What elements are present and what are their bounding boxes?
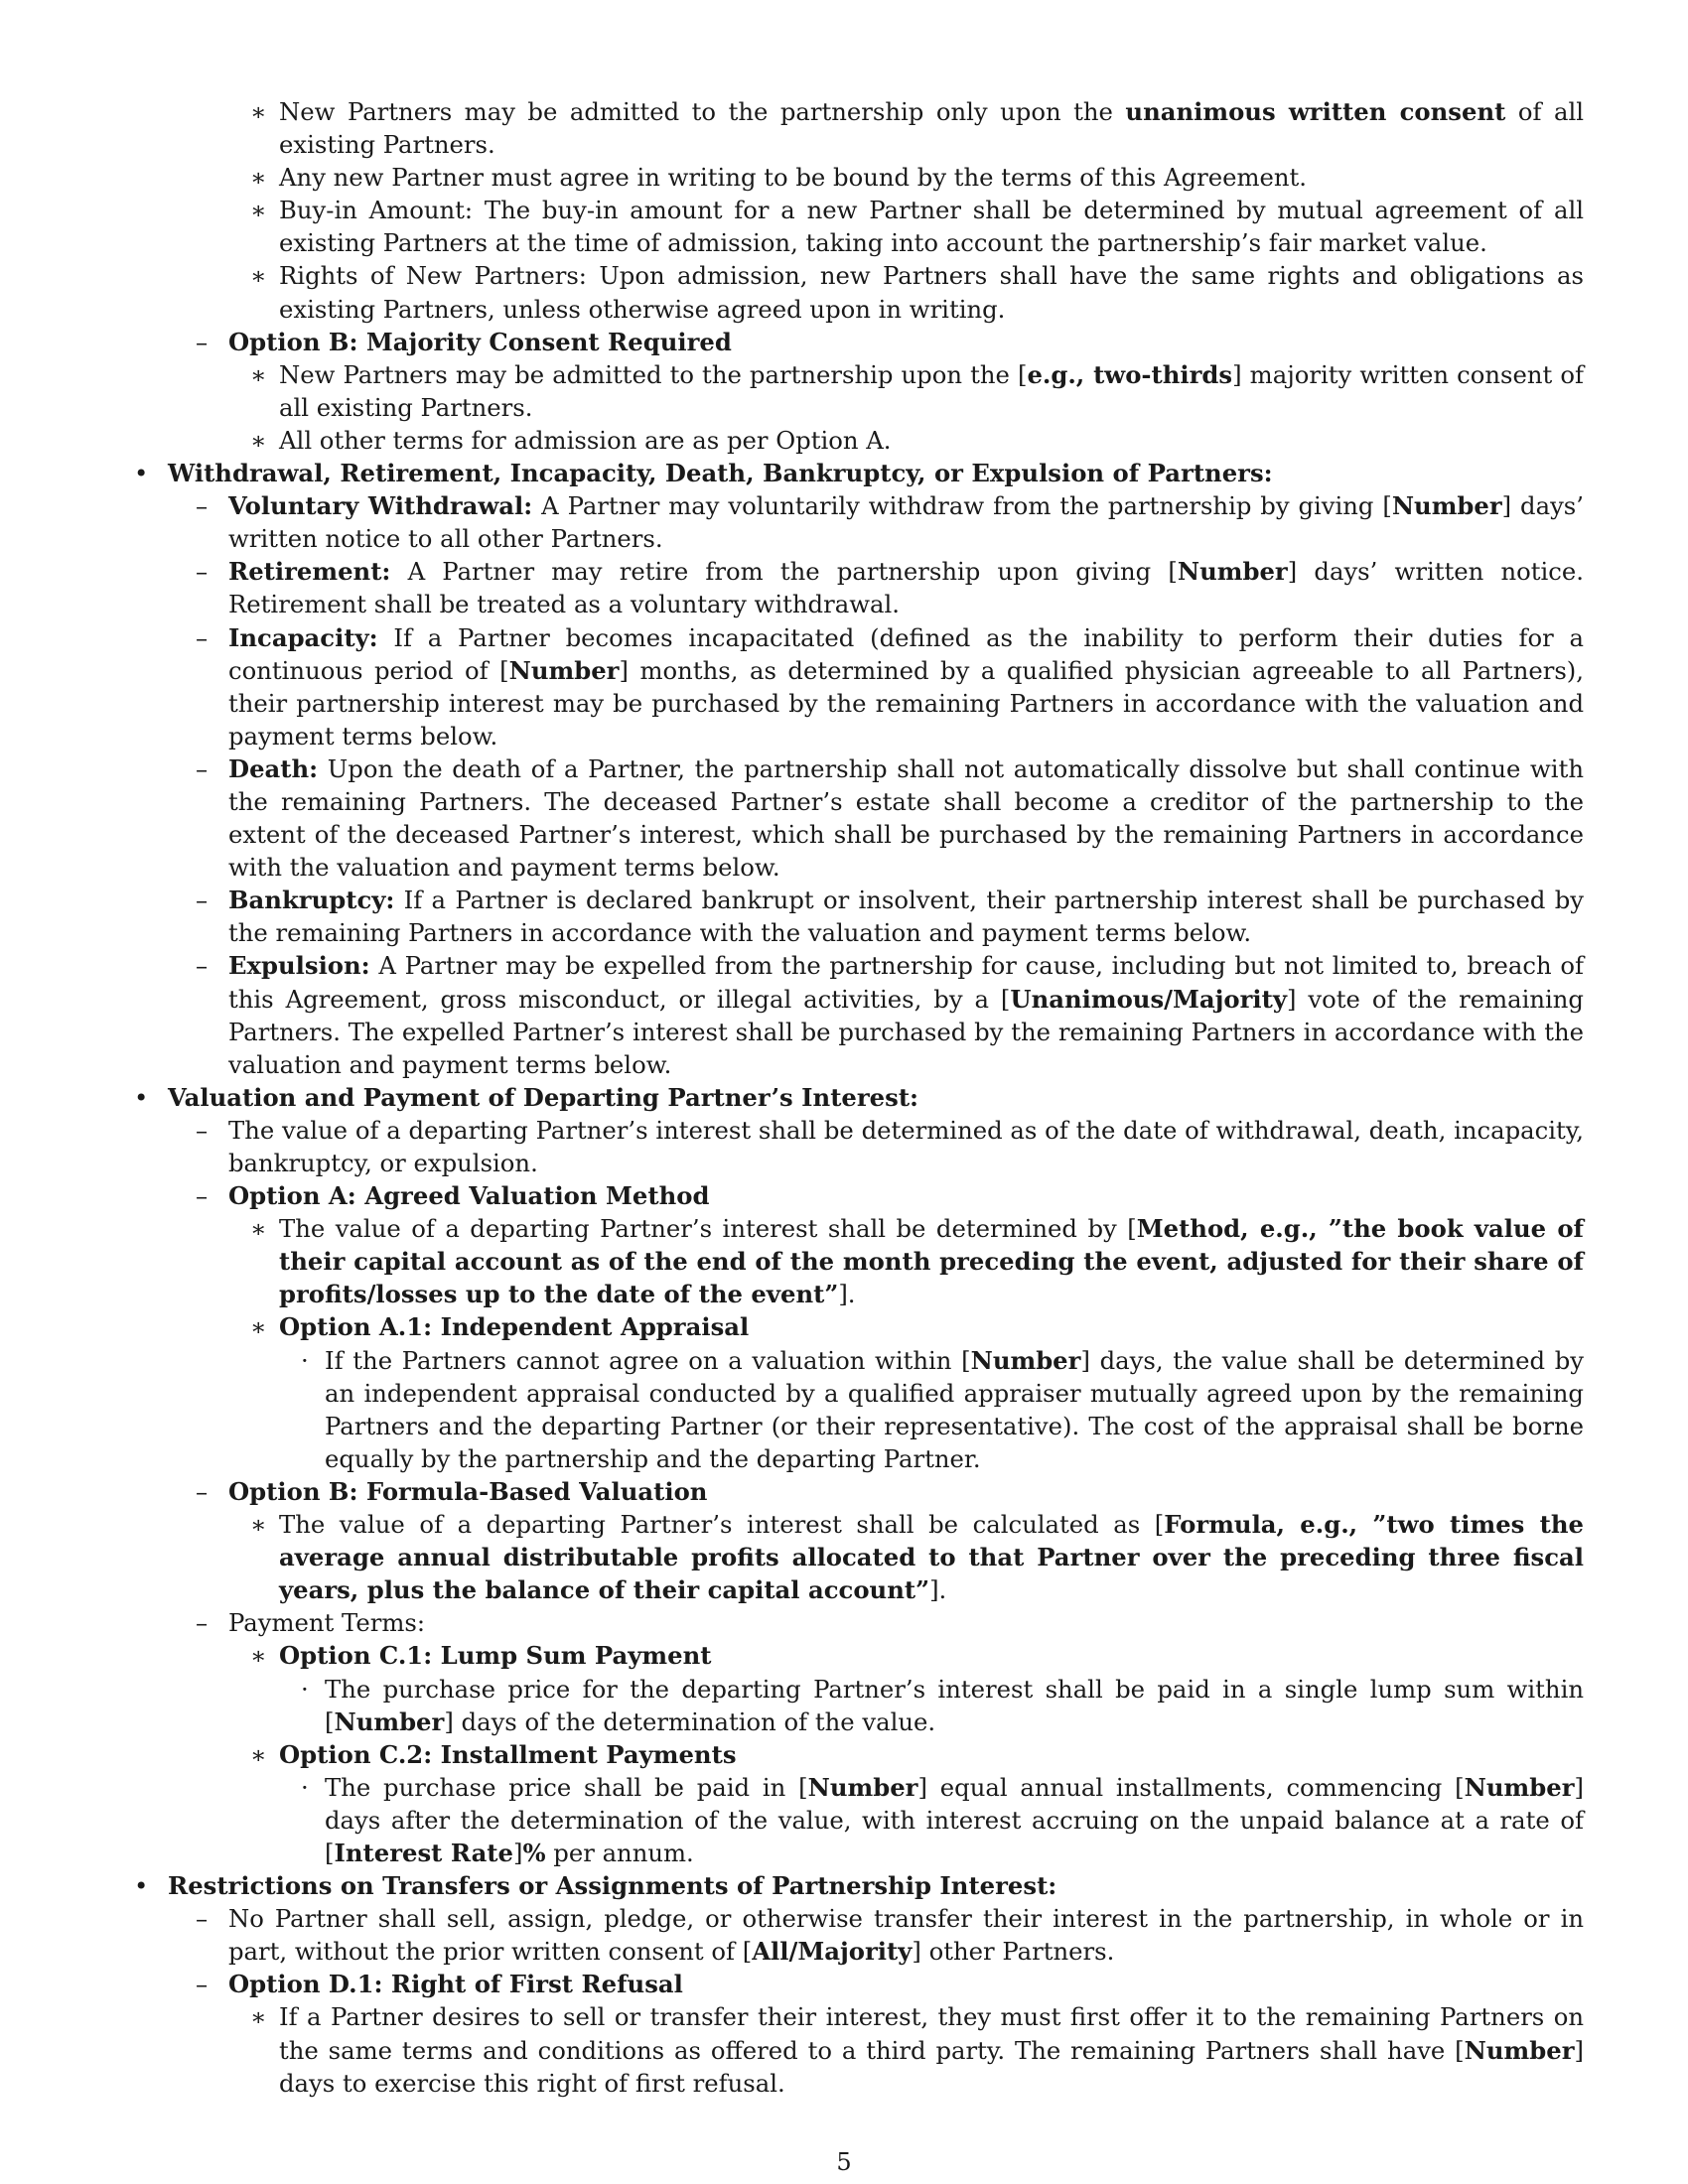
list-item: – Expulsion: A Partner may be expelled from the partnership for cause, including but not limited to, breach of this Agreement, gross misconduct, or illegal activities, by a [Unanimous/Majority] vote of the remaining Partners. The expelled Partner’s interest shall be purchased by the remaining Partners in accordance with the valuation and payment terms below. [196,951,1584,1079]
option-b-formula-heading: – Option B: Formula-Based Valuation [134,1475,1584,1508]
star-marker: ∗ [250,1312,267,1342]
option-a-valuation-heading: – Option A: Agreed Valuation Method [134,1179,1584,1212]
list-item: ∗ The value of a departing Partner’s interest shall be calculated as [Formula, e.g., ”two times the average annual distributable profits allocated to that Partner over the preceding three fiscal years, plus the balance of their capital account”]. [250,1510,1585,1605]
star-marker: ∗ [250,1214,267,1244]
list-item: – No Partner shall sell, assign, pledge, or otherwise transfer their interest in the partnership, in whole or in part, without the prior written consent of [All/Majority] other Partners. [196,1904,1584,1967]
list-item: ∗ Rights of New Partners: Upon admission, new Partners shall have the same rights and obligations as existing Partners, unless otherwise agreed upon in writing. [250,261,1584,324]
list-item: · If the Partners cannot agree on a valuation within [Number] days, the value shall be determined by an independent appraisal conducted by a qualified appraiser mutually agreed upon by the remaining Partners and the departing Partner (or their representative). The cost of the appraisal shall be borne equally by the partnership and the departing Partner. [301,1345,1584,1473]
dash-marker: – [196,1608,209,1638]
dash-marker: – [196,753,209,783]
dash-marker: – [196,491,209,521]
option-c1-heading: ∗ Option C.1: Lump Sum Payment [134,1639,1584,1672]
dash-marker: – [196,886,209,915]
star-marker: ∗ [250,1641,267,1671]
dash-marker: – [196,1904,209,1934]
dash-marker: – [196,1476,209,1506]
list-item: ∗ New Partners may be admitted to the partnership upon the [e.g., two-thirds] majority written consent of all existing Partners. [250,359,1584,422]
list-item: · The purchase price shall be paid in [Number] equal annual installments, commencing [Number] days after the determination of the value, with interest accruing on the unpaid balance at a rate of [Interest Rate]% per annum. [301,1772,1584,1867]
star-marker: ∗ [250,261,267,291]
list-item: ∗ Buy-in Amount: The buy-in amount for a new Partner shall be determined by mutual agreement of all existing Partners at the time of admission, taking into account the partnership’s fair market value. [250,196,1584,258]
dash-marker: – [196,327,209,356]
option-c2-heading: ∗ Option C.2: Installment Payments [134,1738,1584,1771]
star-marker: ∗ [250,163,267,193]
list-item: – Bankruptcy: If a Partner is declared bankrupt or insolvent, their partnership interest shall be purchased by the remaining Partners in accordance with the valuation and payment terms below. [196,886,1584,948]
withdrawal-section-heading: • Withdrawal, Retirement, Incapacity, Death, Bankruptcy, or Expulsion of Partners: [134,457,1584,489]
option-a1-heading: ∗ Option A.1: Independent Appraisal [134,1310,1584,1343]
dot-marker: · [301,1345,309,1375]
star-marker: ∗ [250,425,267,455]
list-item: – Voluntary Withdrawal: A Partner may voluntarily withdraw from the partnership by giving [Number] days’ written notice to all other Partners. [196,491,1584,554]
dot-marker: · [301,1674,309,1704]
list-item: – Incapacity: If a Partner becomes incapacitated (defined as the inability to perform their duties for a continuous period of [Number] months, as determined by a qualified physician agreeable to all Partners), their partnership interest may be purchased by the remaining Partners in accordance with the valuation and payment terms below. [196,622,1585,751]
page-number: 5 [836,2148,852,2176]
dot-marker: · [301,1772,309,1802]
restrictions-section-heading: • Restrictions on Transfers or Assignments of Partnership Interest: [134,1869,1584,1902]
bullet-marker: • [134,1082,149,1112]
star-marker: ∗ [250,196,267,225]
option-d1-heading: – Option D.1: Right of First Refusal [134,1968,1584,2000]
list-item: ∗ If a Partner desires to sell or transfer their interest, they must first offer it to the remaining Partners on the same terms and conditions as offered to a third party. The remaining Partners shall have [Number] days to exercise this right of first refusal. [250,2002,1584,2098]
dash-marker: – [196,951,209,981]
list-item: – Death: Upon the death of a Partner, the partnership shall not automatically dissolve but shall continue with the remaining Partners. The deceased Partner’s estate shall become a creditor of the partnership to the extent of the deceased Partner’s interest, which shall be purchased by the remaining Partners in accordance with the valuation and payment terms below. [196,753,1584,883]
list-item: ∗ New Partners may be admitted to the partnership only upon the unanimous written consent of all existing Partners. [250,97,1584,160]
list-item: – The value of a departing Partner’s interest shall be determined as of the date of withdrawal, death, incapacity, bankruptcy, or expulsion. [196,1115,1584,1177]
dash-marker: – [196,1970,209,1999]
dash-marker: – [196,1181,209,1211]
list-item: – Retirement: A Partner may retire from the partnership upon giving [Number] days’ written notice. Retirement shall be treated as a voluntary withdrawal. [196,557,1584,619]
dash-marker: – [196,557,209,587]
list-item: ∗ Any new Partner must agree in writing to be bound by the terms of this Agreement. [134,161,1584,194]
star-marker: ∗ [250,1739,267,1769]
valuation-section-heading: • Valuation and Payment of Departing Partner’s Interest: [134,1081,1584,1114]
star-marker: ∗ [250,359,267,389]
dash-marker: – [196,622,209,652]
dash-marker: – [196,1115,209,1145]
agreement-page-body [134,95,1584,2100]
list-item: ∗ The value of a departing Partner’s interest shall be determined by [Method, e.g., ”the book value of their capital account as of the end of the month preceding the event, adjusted for their share of profits/losses up to the date of the event”]. [250,1214,1584,1309]
list-item: ∗ All other terms for admission are as per Option A. [134,424,1584,457]
list-item: · The purchase price for the departing Partner’s interest shall be paid in a single lump sum within [Number] days of the determination of the value. [301,1674,1584,1736]
star-marker: ∗ [250,1510,267,1540]
option-b-majority-heading: – Option B: Majority Consent Required [134,326,1584,358]
star-marker: ∗ [250,2002,267,2032]
payment-terms-heading: – Payment Terms: [134,1606,1584,1639]
star-marker: ∗ [250,97,267,126]
bullet-marker: • [134,1871,149,1901]
bullet-marker: • [134,459,149,488]
